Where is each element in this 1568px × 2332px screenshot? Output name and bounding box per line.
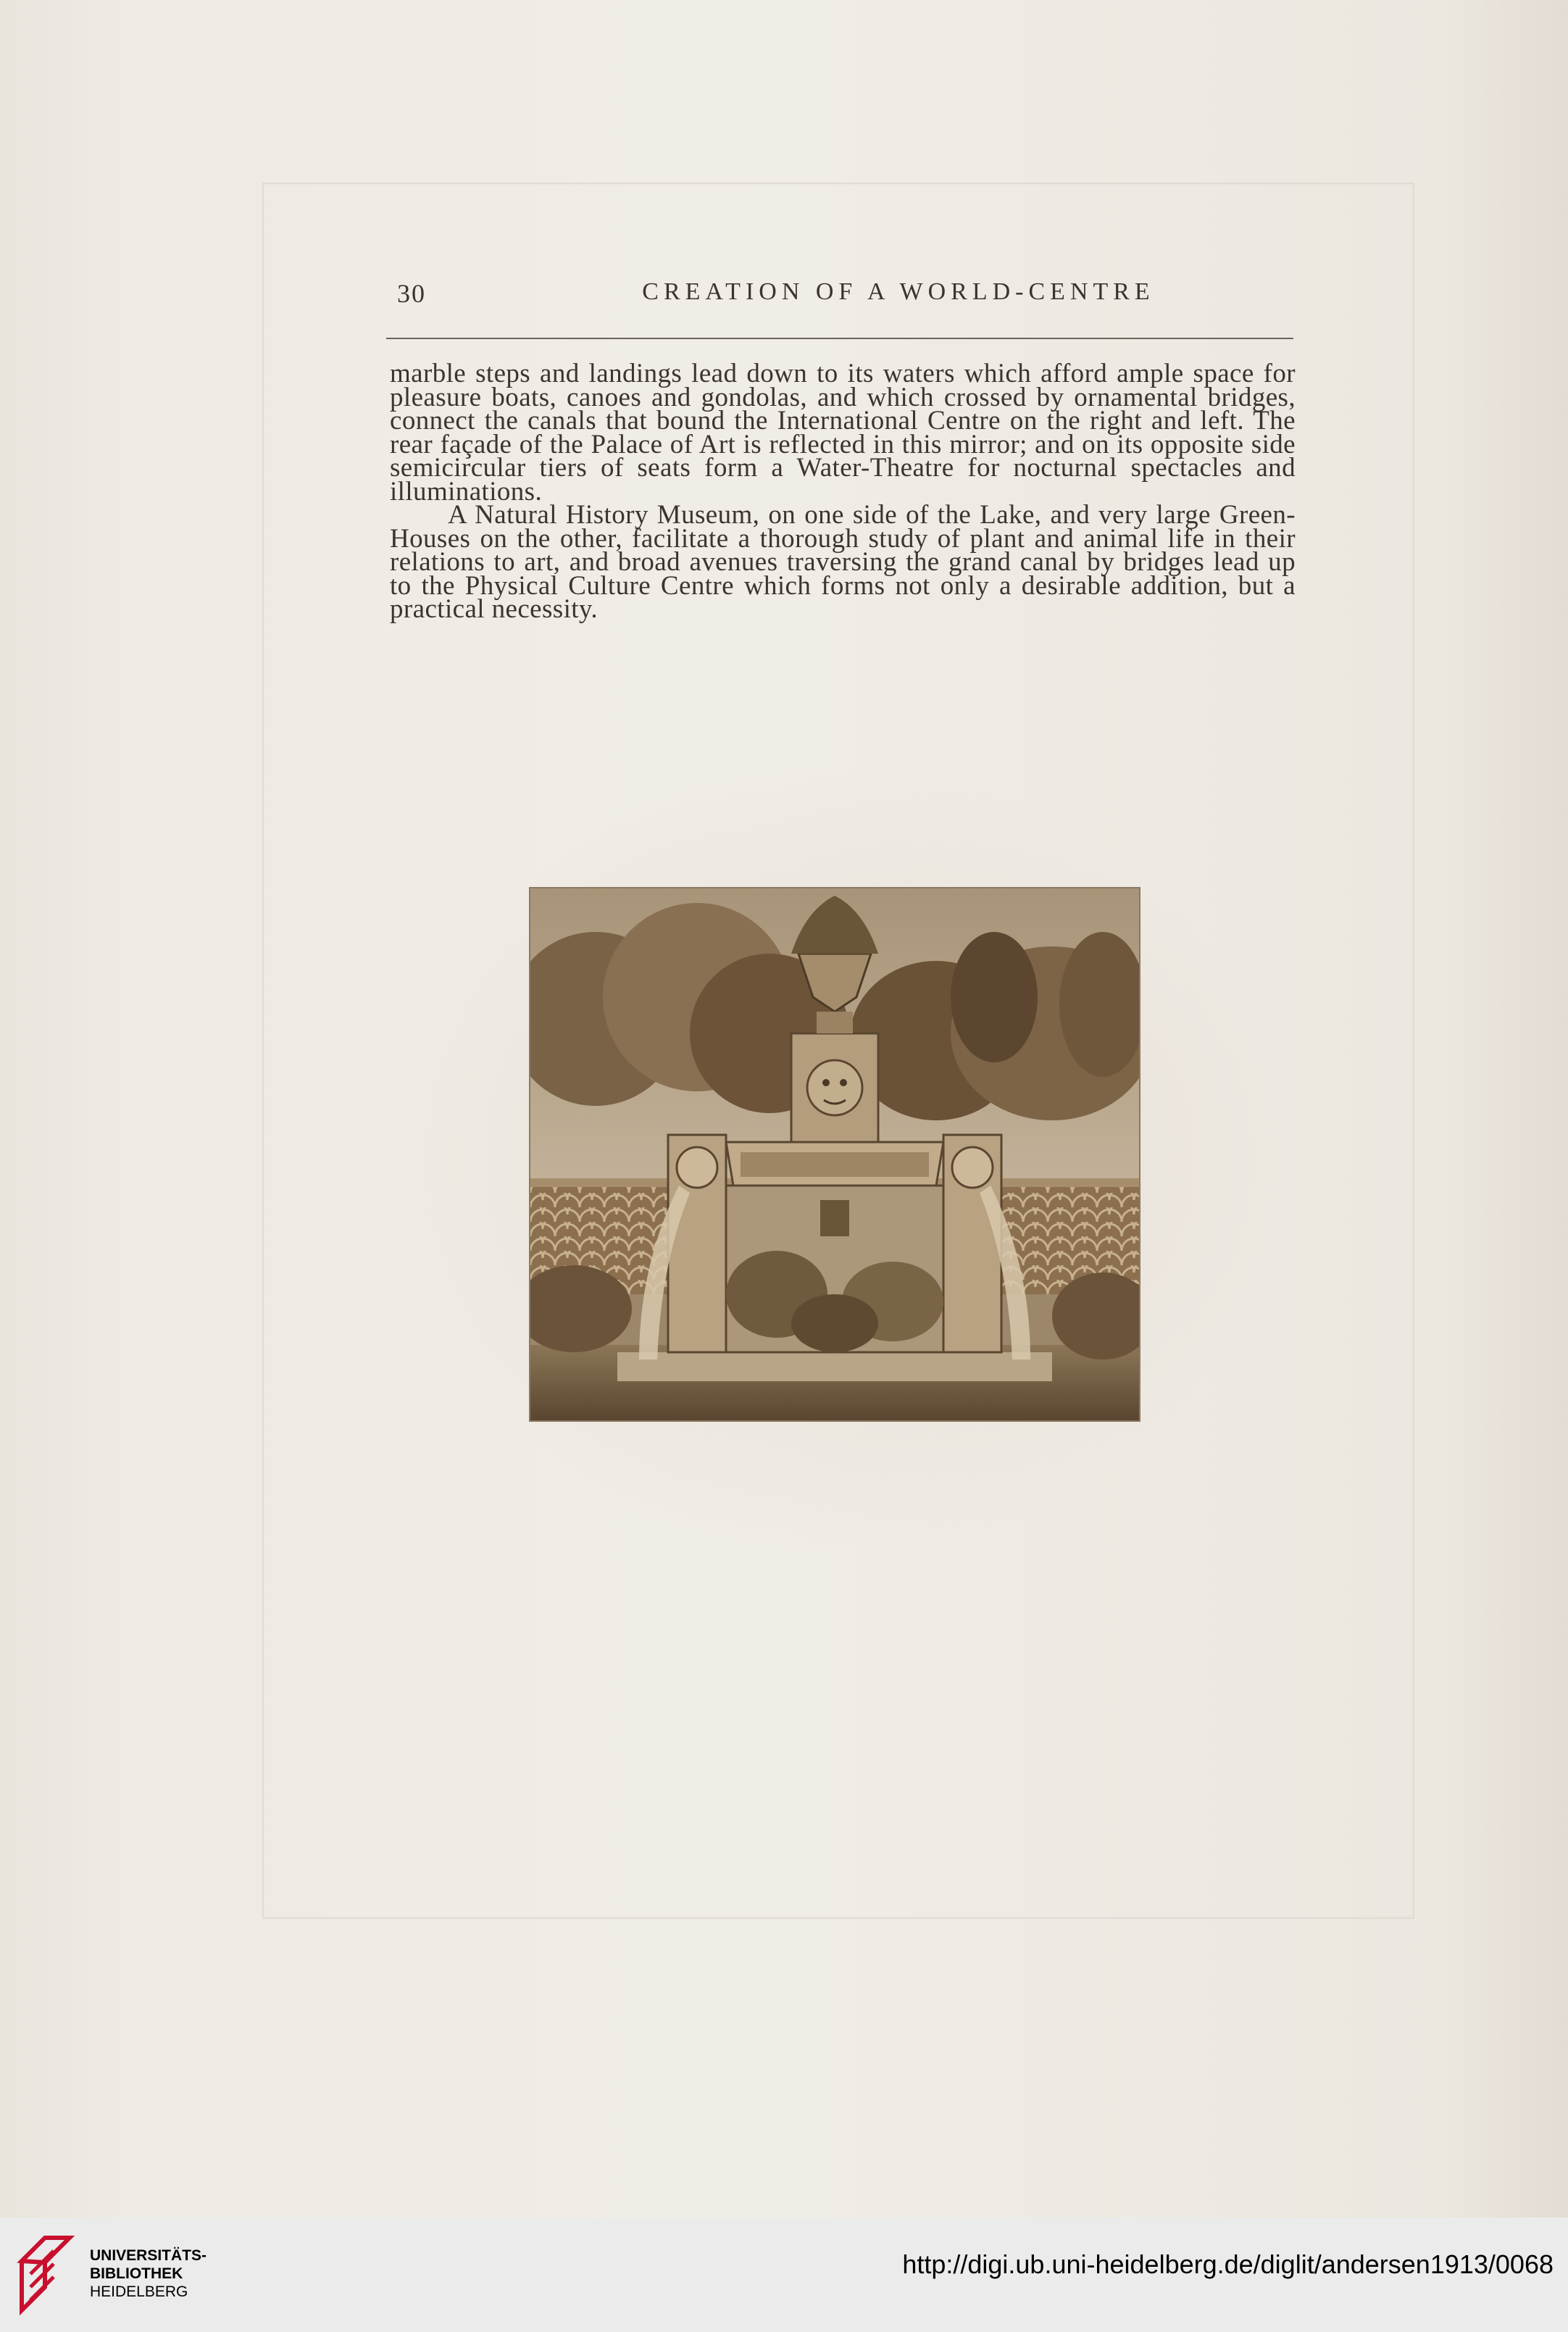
- library-name-line: UNIVERSITÄTS-: [90, 2247, 207, 2264]
- body-text: [390, 359, 1296, 624]
- library-footer: [0, 2218, 1568, 2332]
- library-name-line: HEIDELBERG: [90, 2283, 188, 2300]
- running-head: [391, 278, 1290, 325]
- source-url-link[interactable]: http://digi.ub.uni-heidelberg.de/diglit/andersen1913/0068: [902, 2249, 1554, 2279]
- library-name: [90, 2246, 207, 2301]
- paragraph: marble steps and landings lead down to its waters which afford ample space for pleasure boats, canoes and gondolas, and which crossed by ornamental bridges, connect the canals that bound the International Centre on the right and left. The rear façade of the Palace of Art is reflected in this mirror; and on its opposite side semicircular tiers of seats form a Water-Theatre for nocturnal spectacles and illuminations.: [390, 359, 1296, 507]
- fountain-engraving: [530, 888, 1139, 1420]
- header-rule: [386, 338, 1293, 339]
- page-number: 30: [397, 279, 426, 308]
- library-logo-icon: [16, 2232, 75, 2316]
- paragraph: A Natural History Museum, on one side of the Lake, and very large Green-Houses on the other, facilitate a thorough study of plant and animal life in their relations to art, and broad avenues traversing the grand canal by bridges lead up to the Physical Culture Centre which forms not only a desirable addition, but a practical necessity.: [390, 500, 1296, 624]
- library-name-line: BIBLIOTHEK: [90, 2265, 183, 2282]
- page-title: CREATION OF A WORLD-CENTRE: [642, 278, 1155, 305]
